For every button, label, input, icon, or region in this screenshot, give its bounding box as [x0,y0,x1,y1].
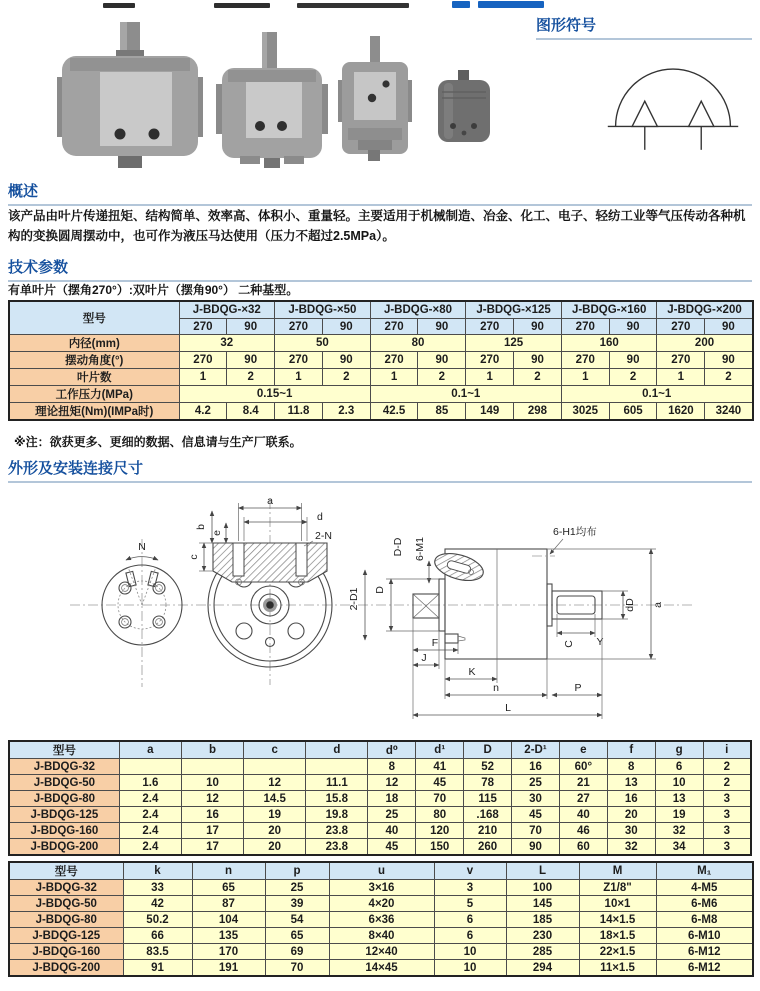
dim-label-d: d [317,511,323,523]
tech-params-intro: 有单叶片（摆角270°）:双叶片（摆角90°） 二种基型。 [8,283,299,297]
table-cell: 33 [123,880,192,896]
table-cell: f [607,741,655,759]
dim-label-DD: D-D [392,537,404,557]
table-cell: 100 [506,880,579,896]
table-cell: i [703,741,751,759]
table-cell: 125 [466,335,562,352]
table-cell [119,759,181,775]
table-row [9,759,751,775]
table-cell: g [655,741,703,759]
table-row [9,823,751,839]
dimension-table-b [8,861,754,977]
table-cell: 2 [514,369,562,386]
table-cell: 70 [265,960,329,977]
table-row [9,791,751,807]
table-cell: e [559,741,607,759]
table-cell: d [306,741,368,759]
dim-label-n: n [493,682,499,694]
dim-label-C: C [563,640,575,648]
table-cell: 23.8 [306,839,368,856]
table-cell: 理论扭矩(Nm)(IMPa时) [9,403,179,421]
table-cell: 54 [265,912,329,928]
table-cell: 260 [464,839,512,856]
table-cell: 2 [418,369,466,386]
table-cell: J-BDQG-32 [9,759,119,775]
table-cell: 6-M6 [656,896,753,912]
table-cell: 294 [506,960,579,977]
tech-params-heading [8,256,752,282]
table-cell: 285 [506,944,579,960]
table-cell: L [506,862,579,880]
table-cell: 11.1 [306,775,368,791]
dim-label-a-right: a [652,602,664,608]
table-cell: J-BDQG-125 [9,928,123,944]
table-cell: 270 [179,319,227,335]
table-cell: 45 [368,839,416,856]
table-row [9,807,751,823]
table-cell: 4×20 [329,896,434,912]
table-cell: 41 [416,759,464,775]
table-cell: 90 [322,319,370,335]
table-cell: d¹ [416,741,464,759]
table-cell: 2 [705,369,753,386]
table-cell: 90 [514,352,562,369]
table-cell: 90 [512,839,560,856]
table-row [9,928,753,944]
table-cell: 叶片数 [9,369,179,386]
table-cell: 6 [434,928,506,944]
table-cell: 2 [322,369,370,386]
table-cell: 19 [655,807,703,823]
table-cell: 60° [559,759,607,775]
table-row [9,741,751,759]
table-cell: 270 [561,319,609,335]
table-cell: 0.1~1 [370,386,561,403]
cropped-page-title-fragment [0,0,760,9]
table-cell: 6-M12 [656,944,753,960]
table-cell: M [579,862,656,880]
table-cell: 2.4 [119,791,181,807]
table-cell: 230 [506,928,579,944]
table-cell: J-BDQG-×160 [561,301,657,319]
table-row [9,386,753,403]
table-cell: 1 [179,369,227,386]
table-cell: 40 [559,807,607,823]
table-cell: 25 [368,807,416,823]
table-row [9,960,753,977]
dim-label-6M1: 6-M1 [414,537,426,561]
table-cell: 10 [434,944,506,960]
table-cell: 170 [192,944,265,960]
table-cell: 60 [559,839,607,856]
table-cell: p [265,862,329,880]
table-cell: 5 [434,896,506,912]
table-cell: J-BDQG-×32 [179,301,275,319]
table-cell: 1 [466,369,514,386]
table-cell: 270 [466,352,514,369]
table-cell: .168 [464,807,512,823]
table-cell: 6 [434,912,506,928]
table-cell: 32 [607,839,655,856]
table-cell: 1 [275,369,323,386]
table-row [9,403,753,421]
symbol-vane-left [632,101,657,126]
table-cell: 42.5 [370,403,418,421]
table-cell: 6-M8 [656,912,753,928]
table-cell: 185 [506,912,579,928]
table-cell: 90 [609,352,657,369]
table-cell: 2-D¹ [512,741,560,759]
flange-section-hatched [213,543,327,582]
table-cell: 191 [192,960,265,977]
dimension-table-a [8,740,752,856]
table-cell: 2.4 [119,807,181,823]
table-cell: 2.3 [322,403,370,421]
symbol-section-heading [536,14,752,40]
table-cell: 18×1.5 [579,928,656,944]
dim-label-P: P [574,682,582,694]
title-glyph-fragment [297,3,409,8]
table-cell: 65 [265,928,329,944]
table-cell: 3 [703,807,751,823]
table-cell: J-BDQG-×50 [275,301,371,319]
table-cell: 270 [179,352,227,369]
table-cell: 1620 [657,403,705,421]
table-row [9,912,753,928]
table-cell: 80 [370,335,466,352]
dimensions-heading [8,457,752,483]
table-row [9,301,753,319]
table-cell: 19.8 [306,807,368,823]
table-cell: 87 [192,896,265,912]
table-cell: 11×1.5 [579,960,656,977]
table-cell: 270 [370,319,418,335]
table-cell: 145 [506,896,579,912]
table-cell: 52 [464,759,512,775]
table-cell: 270 [370,352,418,369]
table-cell: D [464,741,512,759]
product-photo-small [338,36,412,161]
tech-params-heading-text: 技术参数 [8,259,69,276]
table-cell: 2 [703,775,751,791]
table-cell: 1 [561,369,609,386]
table-cell: 298 [514,403,562,421]
table-cell: Z1/8" [579,880,656,896]
table-cell: 270 [657,352,705,369]
table-row [9,896,753,912]
table-cell: 型号 [9,301,179,335]
table-cell: 160 [561,335,657,352]
table-cell: 14.5 [244,791,306,807]
dim-label-b: b [195,524,207,530]
table-cell: J-BDQG-80 [9,912,123,928]
table-cell: 3025 [561,403,609,421]
dim-label-dD: dD [624,598,636,612]
table-cell: 摆动角度(°) [9,352,179,369]
table-cell: 12 [368,775,416,791]
product-photos [30,18,530,168]
table-cell: 50.2 [123,912,192,928]
table-cell: 270 [275,352,323,369]
table-cell: 1.6 [119,775,181,791]
overview-body: 该产品由叶片传递扭矩、结构简单、效率高、体积小、重量轻。主要适用于机械制造、冶金、化工、电子、轻纺工业等气压传动各种机构的变换圆周摆动中，也可作为液压马达使用（压力不超过2.5MPa）。 [8,209,746,243]
dim-label-a: a [267,495,273,507]
table-cell: 70 [512,823,560,839]
table-cell [244,759,306,775]
table-cell: 内径(mm) [9,335,179,352]
table-cell: 90 [322,352,370,369]
table-cell: 3×16 [329,880,434,896]
table-cell: 18 [368,791,416,807]
side-view [348,525,664,719]
table-cell: 85 [418,403,466,421]
symbol-vane-right [689,101,714,126]
table-cell: 34 [655,839,703,856]
title-glyph-fragment [478,1,544,8]
dim-label-c: c [188,554,200,560]
pneumatic-rotary-actuator-symbol [600,62,746,152]
table-cell: 270 [275,319,323,335]
dim-label-2D1: 2-D1 [348,587,360,611]
table-cell: 20 [607,807,655,823]
table-cell: 10×1 [579,896,656,912]
table-cell: 25 [265,880,329,896]
symbol-heading-text: 图形符号 [536,17,597,34]
table-cell: 90 [418,319,466,335]
table-cell: 型号 [9,741,119,759]
table-cell: 69 [265,944,329,960]
dim-label-F: F [431,637,439,649]
table-cell: 6×36 [329,912,434,928]
dim-label-6H1: 6-H1均布 [553,526,597,538]
table-cell: 23.8 [306,823,368,839]
product-photo-large [57,22,203,168]
product-photo-cylinder [438,70,490,142]
table-cell: 15.8 [306,791,368,807]
table-cell: 22×1.5 [579,944,656,960]
table-cell: 150 [416,839,464,856]
dim-label-N: N [138,541,146,553]
table-cell: 10 [655,775,703,791]
front-view-bolt-pattern [102,539,182,687]
dim-label-K: K [468,666,476,678]
table-cell: M₁ [656,862,753,880]
table-cell: 70 [416,791,464,807]
table-row [9,335,753,352]
table-cell: 20 [244,839,306,856]
table-cell: 90 [705,319,753,335]
table-cell: 83.5 [123,944,192,960]
table-cell: u [329,862,434,880]
table-cell: 16 [512,759,560,775]
table-cell: 12 [181,791,243,807]
table-cell: 90 [514,319,562,335]
table-cell: 4-M5 [656,880,753,896]
dim-label-Y: Y [596,636,604,648]
table-cell: 14×1.5 [579,912,656,928]
table-cell: 12 [244,775,306,791]
table-cell: 605 [609,403,657,421]
dim-label-J: J [421,652,427,664]
table-cell: 50 [275,335,371,352]
table-cell: 27 [559,791,607,807]
overview-heading [8,180,752,206]
table-cell: 2 [609,369,657,386]
table-cell: 200 [657,335,753,352]
table-cell: 8 [607,759,655,775]
table-cell [181,759,243,775]
table-cell: J-BDQG-200 [9,960,123,977]
table-cell: 17 [181,823,243,839]
product-photo-medium [216,32,328,168]
table-cell: J-BDQG-50 [9,896,123,912]
table-cell: 45 [416,775,464,791]
tech-params-table [8,300,754,421]
table-cell: 11.8 [275,403,323,421]
table-row [9,944,753,960]
dim-label-e: e [211,530,223,536]
footnote: ※注：欲获更多、更细的数据、信息请与生产厂联系。 [14,435,302,449]
table-cell: 10 [181,775,243,791]
table-cell: 4.2 [179,403,227,421]
grease-fitting [445,634,458,643]
table-cell: 8.4 [227,403,275,421]
table-cell: 13 [607,775,655,791]
table-row [9,775,751,791]
table-cell: 3240 [705,403,753,421]
front-view-main [188,495,332,685]
table-cell: 6-M12 [656,960,753,977]
table-row [9,369,753,386]
table-cell: 42 [123,896,192,912]
table-cell: J-BDQG-160 [9,823,119,839]
table-cell: 120 [416,823,464,839]
table-cell: J-BDQG-×125 [466,301,562,319]
table-cell: J-BDQG-80 [9,791,119,807]
table-cell: 2.4 [119,839,181,856]
table-cell: 3 [434,880,506,896]
table-cell: J-BDQG-200 [9,839,119,856]
table-cell: 10 [434,960,506,977]
table-cell: 78 [464,775,512,791]
table-cell: 16 [607,791,655,807]
table-cell: 104 [192,912,265,928]
table-cell: k [123,862,192,880]
dim-label-D: D [374,586,386,594]
table-row [9,862,753,880]
table-cell: 1 [370,369,418,386]
table-cell: 17 [181,839,243,856]
table-cell: 32 [179,335,275,352]
table-cell: 210 [464,823,512,839]
table-cell: 0.1~1 [561,386,752,403]
table-cell: v [434,862,506,880]
table-cell: 270 [561,352,609,369]
table-cell: 30 [607,823,655,839]
table-cell: 0.15~1 [179,386,370,403]
table-cell: c [244,741,306,759]
table-row [9,839,751,856]
table-cell: 90 [609,319,657,335]
table-cell: 2 [703,759,751,775]
table-cell: J-BDQG-32 [9,880,123,896]
table-cell: 90 [227,352,275,369]
table-cell: 3 [703,823,751,839]
table-cell: 3 [703,839,751,856]
title-glyph-fragment [103,3,135,8]
table-cell: 25 [512,775,560,791]
table-cell: n [192,862,265,880]
table-cell: 6-M10 [656,928,753,944]
table-cell: 20 [244,823,306,839]
overview-heading-text: 概述 [8,183,39,200]
table-cell: 21 [559,775,607,791]
table-cell: J-BDQG-160 [9,944,123,960]
table-cell: 3 [703,791,751,807]
table-cell: 80 [416,807,464,823]
table-cell: 90 [418,352,466,369]
table-cell: 工作压力(MPa) [9,386,179,403]
table-cell: 16 [181,807,243,823]
table-cell: 2 [227,369,275,386]
table-cell: a [119,741,181,759]
table-cell: J-BDQG-50 [9,775,119,791]
table-cell: 8×40 [329,928,434,944]
table-cell: 8 [368,759,416,775]
table-cell: b [181,741,243,759]
title-glyph-fragment [452,1,470,8]
table-cell: 12×40 [329,944,434,960]
table-cell: J-BDQG-×200 [657,301,753,319]
table-cell: 66 [123,928,192,944]
table-cell: J-BDQG-125 [9,807,119,823]
table-cell: 65 [192,880,265,896]
title-glyph-fragment [214,3,270,8]
table-cell: 115 [464,791,512,807]
table-cell [306,759,368,775]
table-row [9,352,753,369]
table-cell: J-BDQG-×80 [370,301,466,319]
table-cell: 90 [227,319,275,335]
table-cell: 46 [559,823,607,839]
table-cell: 2.4 [119,823,181,839]
table-cell: 14×45 [329,960,434,977]
table-cell: 19 [244,807,306,823]
table-cell: 39 [265,896,329,912]
table-cell: 91 [123,960,192,977]
table-cell: 13 [655,791,703,807]
table-cell: 90 [705,352,753,369]
table-cell: 135 [192,928,265,944]
table-cell: 270 [657,319,705,335]
table-cell: 45 [512,807,560,823]
table-cell: 32 [655,823,703,839]
table-cell: 270 [466,319,514,335]
dimensions-heading-text: 外形及安装连接尺寸 [8,460,144,477]
table-cell: 型号 [9,862,123,880]
table-cell: 30 [512,791,560,807]
table-cell: 149 [466,403,514,421]
dimension-drawing [55,487,705,737]
table-cell: d⁰ [368,741,416,759]
table-cell: 6 [655,759,703,775]
dim-label-L: L [505,702,511,714]
dim-label-2N: 2-N [315,530,332,542]
table-row [9,880,753,896]
table-cell: 40 [368,823,416,839]
table-cell: 1 [657,369,705,386]
